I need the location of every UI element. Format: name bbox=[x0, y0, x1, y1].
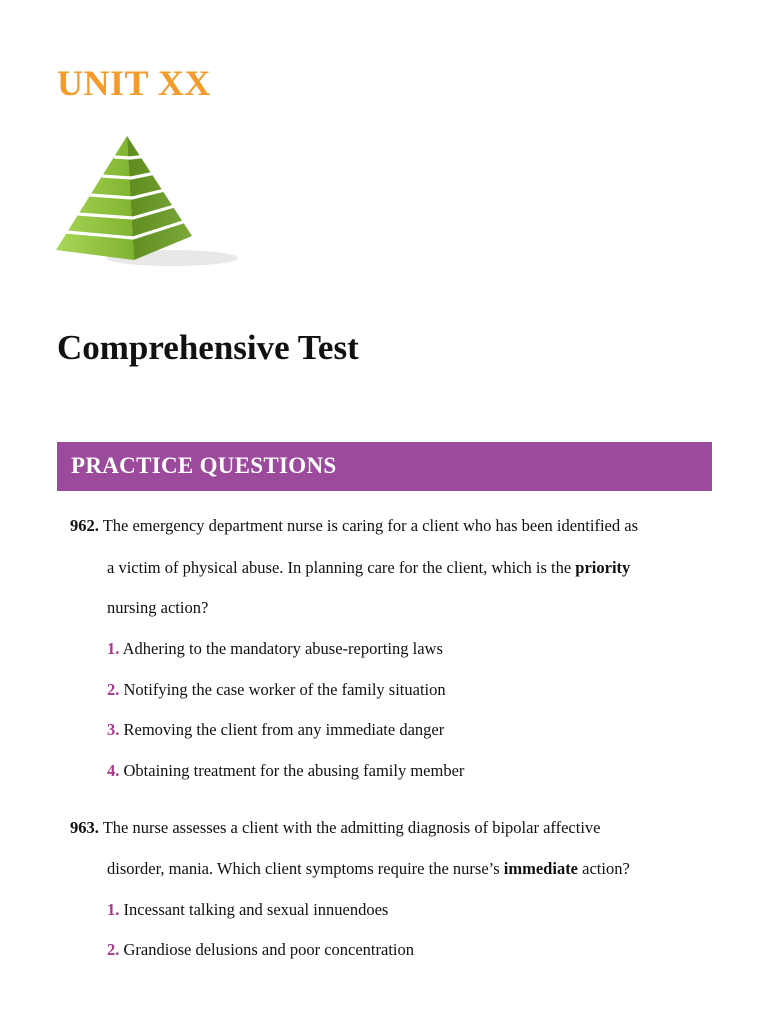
option-text: Grandiose delusions and poor concentration bbox=[123, 940, 415, 959]
option-text: Adhering to the mandatory abuse-reporting laws bbox=[122, 639, 443, 658]
question-962-line-3 bbox=[107, 598, 208, 618]
option-number: 3. bbox=[107, 720, 120, 739]
emphasis-text: priority bbox=[575, 558, 631, 577]
question-963-line-2 bbox=[107, 859, 630, 879]
question-text: nursing action? bbox=[107, 598, 209, 617]
option-text: Notifying the case worker of the family situation bbox=[123, 680, 446, 699]
question-962-line-2 bbox=[107, 558, 630, 578]
section-banner-label: PRACTICE QUESTIONS bbox=[71, 453, 337, 478]
question-text: action? bbox=[582, 859, 630, 878]
option-text: Removing the client from any immediate danger bbox=[123, 720, 445, 739]
question-text: The nurse assesses a client with the admitting diagnosis of bipolar affective bbox=[102, 818, 601, 837]
option-text: Incessant talking and sexual innuendoes bbox=[123, 900, 389, 919]
option-number: 1. bbox=[107, 639, 120, 658]
option-number: 2. bbox=[107, 940, 120, 959]
answer-option[interactable] bbox=[107, 940, 414, 960]
emphasis-text: immediate bbox=[503, 859, 579, 878]
question-text: disorder, mania. Which client symptoms require the nurse’s bbox=[107, 859, 500, 878]
answer-option[interactable] bbox=[107, 761, 464, 781]
answer-option[interactable] bbox=[107, 720, 444, 740]
answer-option[interactable] bbox=[107, 639, 443, 659]
option-text: Obtaining treatment for the abusing family member bbox=[123, 761, 465, 780]
option-number: 2. bbox=[107, 680, 120, 699]
pyramid-icon bbox=[54, 132, 240, 270]
section-banner bbox=[57, 442, 712, 491]
question-number: 963. bbox=[70, 818, 99, 837]
unit-title: UNIT XX bbox=[57, 63, 211, 103]
question-963-line-1 bbox=[70, 818, 600, 838]
question-text: a victim of physical abuse. In planning care for the client, which is the bbox=[107, 558, 572, 577]
answer-option[interactable] bbox=[107, 900, 388, 920]
question-962-line-1 bbox=[70, 516, 638, 536]
option-number: 4. bbox=[107, 761, 120, 780]
page-title: Comprehensive Test bbox=[57, 328, 359, 367]
option-number: 1. bbox=[107, 900, 120, 919]
question-text: The emergency department nurse is caring for a client who has been identified as bbox=[102, 516, 638, 535]
answer-option[interactable] bbox=[107, 680, 446, 700]
question-number: 962. bbox=[70, 516, 99, 535]
